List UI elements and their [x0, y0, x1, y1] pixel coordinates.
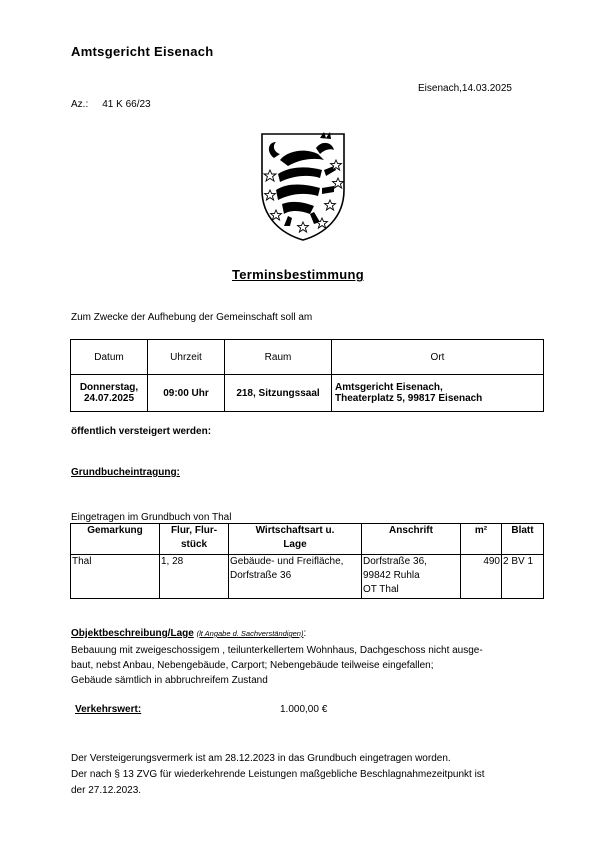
appointment-time: 09:00 Uhr	[148, 375, 225, 412]
objekt-line2: baut, nebst Anbau, Nebengebäude, Carport; Nebengebäude teilweise eingefallen;	[71, 660, 434, 671]
cell-gemarkung: Thal	[71, 555, 160, 599]
objekt-heading-note: (lt Angabe d. Sachverständigen)	[196, 629, 304, 638]
case-number-label: Az.:	[71, 99, 89, 110]
header-flur	[160, 524, 229, 555]
case-number	[71, 99, 151, 110]
header-ort: Ort	[332, 340, 544, 375]
place-date: Eisenach,14.03.2025	[418, 83, 512, 94]
closing-line3: der 27.12.2023.	[71, 785, 142, 796]
cell-wirtschaftsart	[229, 555, 362, 599]
closing-line1: Der Versteigerungsvermerk ist am 28.12.2023 in das Grundbuch eingetragen worden.	[71, 753, 451, 764]
court-name: Amtsgericht Eisenach	[71, 44, 214, 59]
header-m2: m²	[461, 524, 502, 555]
objekt-heading-colon: :	[303, 628, 307, 639]
intro-text: Zum Zwecke der Aufhebung der Gemeinschaft soll am	[71, 312, 313, 323]
header-flur-line2: stück	[180, 539, 208, 550]
objekt-line3: Gebäude sämtlich in abbruchreifem Zustand	[71, 675, 268, 686]
objekt-line1: Bebauung mit zweigeschossigem , teilunterkellertem Wohnhaus, Dachgeschoss nicht ausge-	[71, 645, 483, 656]
cell-flur: 1, 28	[160, 555, 229, 599]
cell-blatt: 2 BV 1	[502, 555, 544, 599]
appointment-table	[70, 339, 544, 412]
appointment-date	[71, 375, 148, 412]
cell-anschrift-line3: OT Thal	[363, 584, 399, 595]
grundbuch-heading: Grundbucheintragung:	[71, 467, 180, 478]
header-wirtschaft-line2: Lage	[283, 539, 307, 550]
header-uhrzeit: Uhrzeit	[148, 340, 225, 375]
case-number-value: 41 K 66/23	[102, 99, 151, 110]
grundbuch-header-row	[71, 524, 544, 555]
verkehrswert-value: 1.000,00 €	[280, 704, 328, 715]
location-line1: Amtsgericht Eisenach,	[335, 382, 443, 393]
header-anschrift: Anschrift	[362, 524, 461, 555]
objekt-heading-label: Objektbeschreibung/Lage	[71, 628, 194, 639]
appointment-value-row	[71, 375, 544, 412]
appointment-location	[332, 375, 544, 412]
closing-text	[71, 751, 541, 799]
grundbuch-table	[70, 523, 544, 599]
header-wirtschaftsart	[229, 524, 362, 555]
appointment-date-value: 24.07.2025	[83, 393, 135, 404]
cell-wirtschaft-line2: Dorfstraße 36	[230, 570, 292, 581]
appointment-weekday: Donnerstag,	[79, 382, 139, 393]
cell-anschrift-line2: 99842 Ruhla	[363, 570, 420, 581]
cell-anschrift	[362, 555, 461, 599]
header-datum: Datum	[71, 340, 148, 375]
closing-line2: Der nach § 13 ZVG für wiederkehrende Leistungen maßgebliche Beschlagnahmezeitpunkt ist	[71, 769, 485, 780]
grundbuch-row	[71, 555, 544, 599]
header-flur-line1: Flur, Flur-	[170, 525, 218, 536]
objekt-description	[71, 643, 541, 688]
header-raum: Raum	[225, 340, 332, 375]
cell-anschrift-line1: Dorfstraße 36,	[363, 556, 427, 567]
header-gemarkung: Gemarkung	[71, 524, 160, 555]
grundbuch-intro: Eingetragen im Grundbuch von Thal	[71, 512, 232, 523]
location-line2: Theaterplatz 5, 99817 Eisenach	[335, 393, 483, 404]
document-title: Terminsbestimmung	[232, 267, 364, 282]
objekt-heading	[71, 628, 306, 639]
appointment-room: 218, Sitzungssaal	[225, 375, 332, 412]
verkehrswert-label: Verkehrswert:	[75, 704, 142, 715]
auction-statement: öffentlich versteigert werden:	[71, 426, 212, 437]
appointment-header-row	[71, 340, 544, 375]
header-wirtschaft-line1: Wirtschaftsart u.	[255, 525, 335, 536]
coat-of-arms-icon	[258, 130, 348, 242]
cell-m2: 490	[461, 555, 502, 599]
header-blatt: Blatt	[502, 524, 544, 555]
cell-wirtschaft-line1: Gebäude- und Freifläche,	[230, 556, 344, 567]
